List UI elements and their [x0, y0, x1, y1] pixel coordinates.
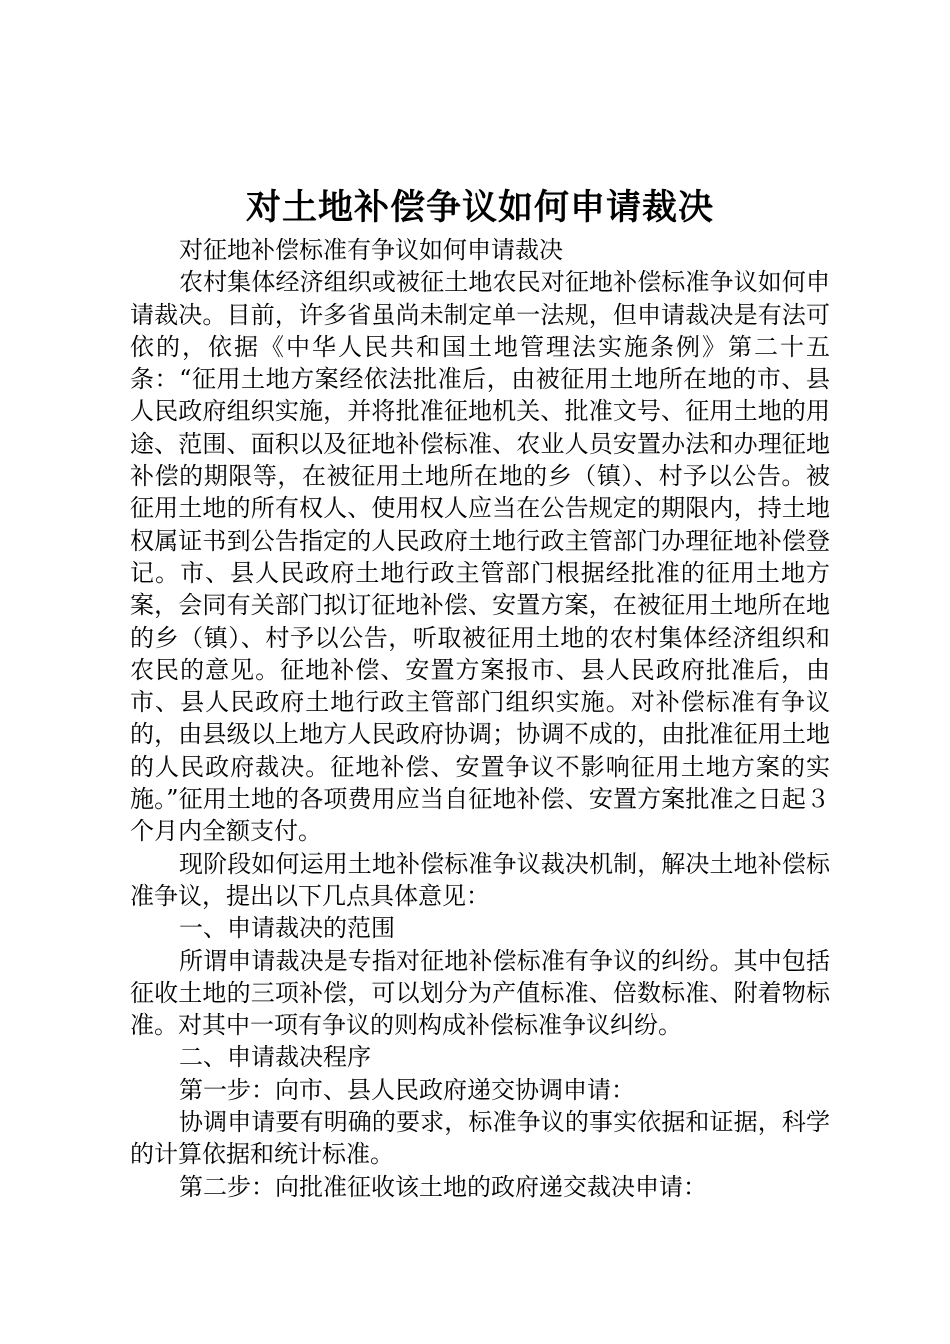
paragraph-step-one-detail: 协调申请要有明确的要求，标准争议的事实依据和证据，科学的计算依据和统计标准。 — [130, 1108, 830, 1169]
document-title: 对土地补偿争议如何申请裁决 — [245, 188, 714, 228]
paragraph-legal-basis: 农村集体经济组织或被征土地农民对征地补偿标准争议如何申请裁决。目前，许多省虽尚未制定单一法规，但申请裁决是有法可依的，依据《中华人民共和国土地管理法实施条例》第二十五条：“征用土地方案经依法批准后，由被征用土地所在地的市、县人民政府组织实施，并将批准征地机关、批准文号、征用土地的用途、范围、面积以及征地补偿标准、农业人员安置办法和办理征地补偿的期限等，在被征用土地所在地的乡（镇）、村予以公告。被征用土地的所有权人、使用权人应当在公告规定的期限内，持土地权属证书到公告指定的人民政府土地行政主管部门办理征地补偿登记。市、县人民政府土地行政主管部门根据经批准的征用土地方案，会同有关部门拟订征地补偿、安置方案，在被征用土地所在地的乡（镇）、村予以公告，听取被征用土地的农村集体经济组织和农民的意见。征地补偿、安置方案报市、县人民政府批准后，由市、县人民政府土地行政主管部门组织实施。对补偿标准有争议的，由县级以上地方人民政府协调；协调不成的，由批准征用土地的人民政府裁决。征地补偿、安置争议不影响征用土地方案的实施。”征用土地的各项费用应当自征地补偿、安置方案批准之日起３个月内全额支付。 — [130, 268, 830, 846]
paragraph-step-one: 第一步：向市、县人民政府递交协调申请： — [179, 1075, 635, 1104]
paragraph-subtitle: 对征地补偿标准有争议如何申请裁决 — [179, 236, 563, 264]
paragraph-scope: 所谓申请裁决是专指对征地补偿标准有争议的纠纷。其中包括征收土地的三项补偿，可以划分为产值标准、倍数标准、附着物标准。对其中一项有争议的则构成补偿标准争议纠纷。 — [130, 946, 830, 1040]
section-heading-scope: 一、申请裁决的范围 — [179, 914, 395, 943]
section-heading-procedure: 二、申请裁决程序 — [179, 1043, 371, 1072]
document-body — [130, 234, 830, 1203]
paragraph-step-two: 第二步：向批准征收该土地的政府递交裁决申请： — [179, 1172, 707, 1201]
paragraph-opinions-intro: 现阶段如何运用土地补偿标准争议裁决机制，解决土地补偿标准争议，提出以下几点具体意见： — [130, 849, 830, 910]
